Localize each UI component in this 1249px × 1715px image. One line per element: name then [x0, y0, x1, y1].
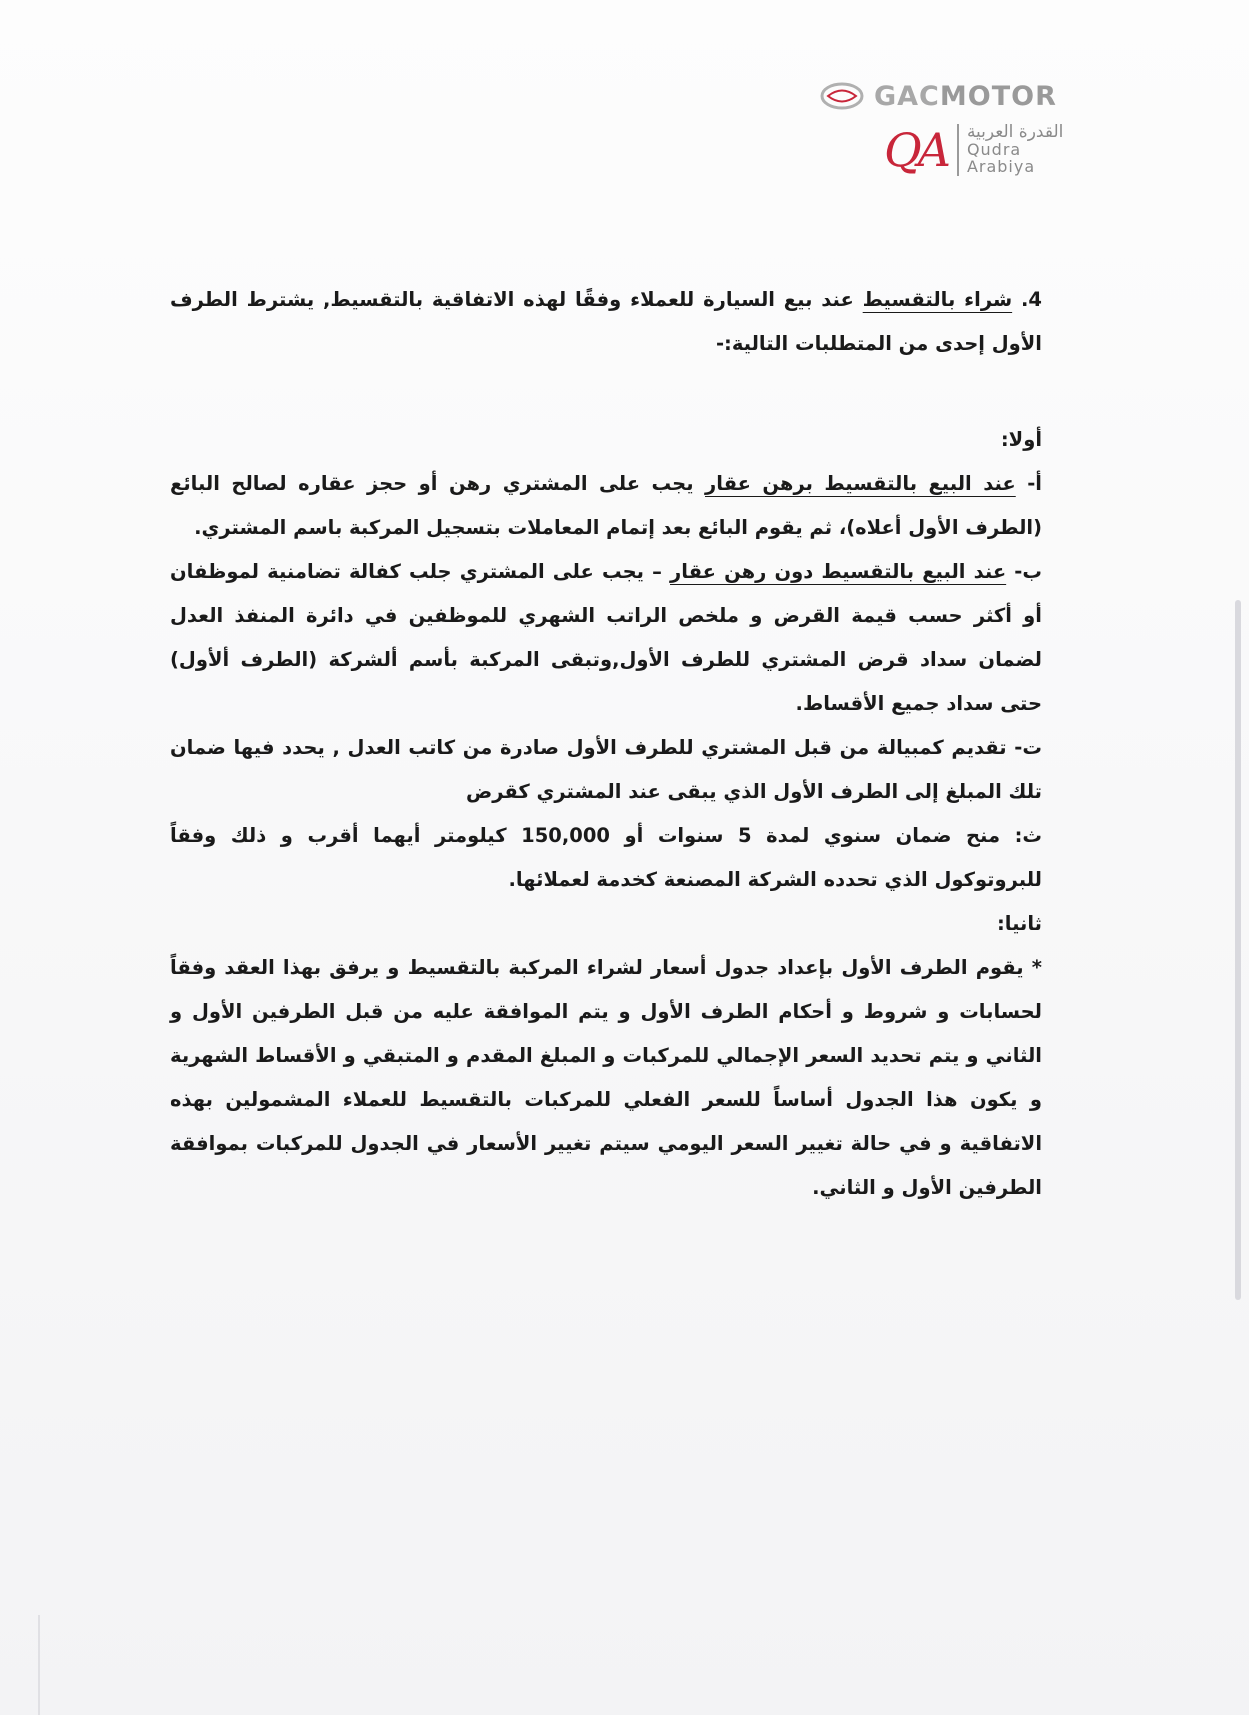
qa-english-name: Qudra Arabiya — [966, 140, 1036, 176]
qudra-arabiya-logo — [884, 124, 1094, 176]
clause-4 — [170, 278, 1042, 366]
item-a-title: عند البيع بالتقسيط برهن عقار — [705, 472, 1016, 495]
qa-monogram: QA — [884, 123, 947, 177]
contract-text — [170, 278, 1042, 1210]
item-b-prefix: ب- — [1006, 560, 1042, 583]
item-t: ت- تقديم كمبيالة من قبل المشتري للطرف الأول صادرة من كاتب العدل , يحدد فيها ضمان تلك المبلغ إلى الطرف الأول الذي يبقى عند المشتري كقرض — [170, 736, 1042, 803]
gac-emblem-icon — [820, 81, 864, 111]
clause-4-number: 4. — [1021, 288, 1042, 311]
section-first-heading: أولا: — [1000, 428, 1042, 451]
item-b — [170, 550, 1042, 726]
clause-4-text: عند بيع السيارة للعملاء وفقًا لهذه الاتفاقية بالتقسيط, يشترط الطرف الأول إحدى من المتطلبات التالية:- — [170, 288, 1042, 355]
item-th: ث: منح ضمان سنوي لمدة 5 سنوات أو 150,000 كيلومتر أيهما أقرب و ذلك وفقاً للبروتوكول الذي تحدده الشركة المصنعة كخدمة لعملائها. — [170, 824, 1043, 891]
item-b-text: – يجب على المشتري جلب كفالة تضامنية لموظفان أو أكثر حسب قيمة القرض و ملخص الراتب الشهري للموظفين في دائرة المنفذ العدل لضمان سداد قرض المشتري للطرف الأول,وتبقى المركبة بأسم ألشركة (الطرف ألأول) حتى سداد جميع الأقساط. — [170, 560, 1042, 715]
qa-arabic-name: القدرة العربية — [966, 122, 1064, 143]
item-a-prefix: أ- — [1015, 472, 1042, 495]
item-a — [170, 462, 1042, 550]
section-second-text: * يقوم الطرف الأول بإعداد جدول أسعار لشراء المركبة بالتقسيط و يرفق بهذا العقد وفقاً لحسابات و شروط و أحكام الطرف الأول و يتم الموافقة عليه من قبل الطرفين الأول و الثاني و يتم تحديد السعر الإجمالي للمركبات و المبلغ المقدم و المتبقي و الأقساط الشهرية و يكون هذا الجدول أساساً للسعر الفعلي للمركبات بالتقسيط للعملاء المشمولين بهذه الاتفاقية و في حالة تغيير السعر اليومي سيتم تغيير الأسعار في الجدول للمركبات بموافقة الطرفين الأول و الثاني. — [170, 956, 1042, 1199]
gac-motor-logo — [820, 78, 1102, 114]
item-b-title: عند البيع بالتقسيط دون رهن عقار — [670, 560, 1007, 583]
scrollbar[interactable] — [1235, 600, 1241, 1300]
page-edge-mark — [38, 1615, 48, 1715]
gac-word: GAC — [874, 80, 940, 112]
section-second-heading: ثانيا: — [996, 912, 1042, 935]
gac-wordmark — [874, 81, 1057, 112]
qa-wordmark — [957, 124, 1094, 175]
motor-word: MOTOR — [939, 80, 1057, 112]
clause-4-title: شراء بالتقسيط — [862, 288, 1013, 311]
item-a-text: يجب على المشتري رهن أو حجز عقاره لصالح البائع (الطرف الأول أعلاه)، ثم يقوم البائع بعد إتمام المعاملات بتسجيل المركبة باسم المشتري. — [170, 472, 1042, 539]
